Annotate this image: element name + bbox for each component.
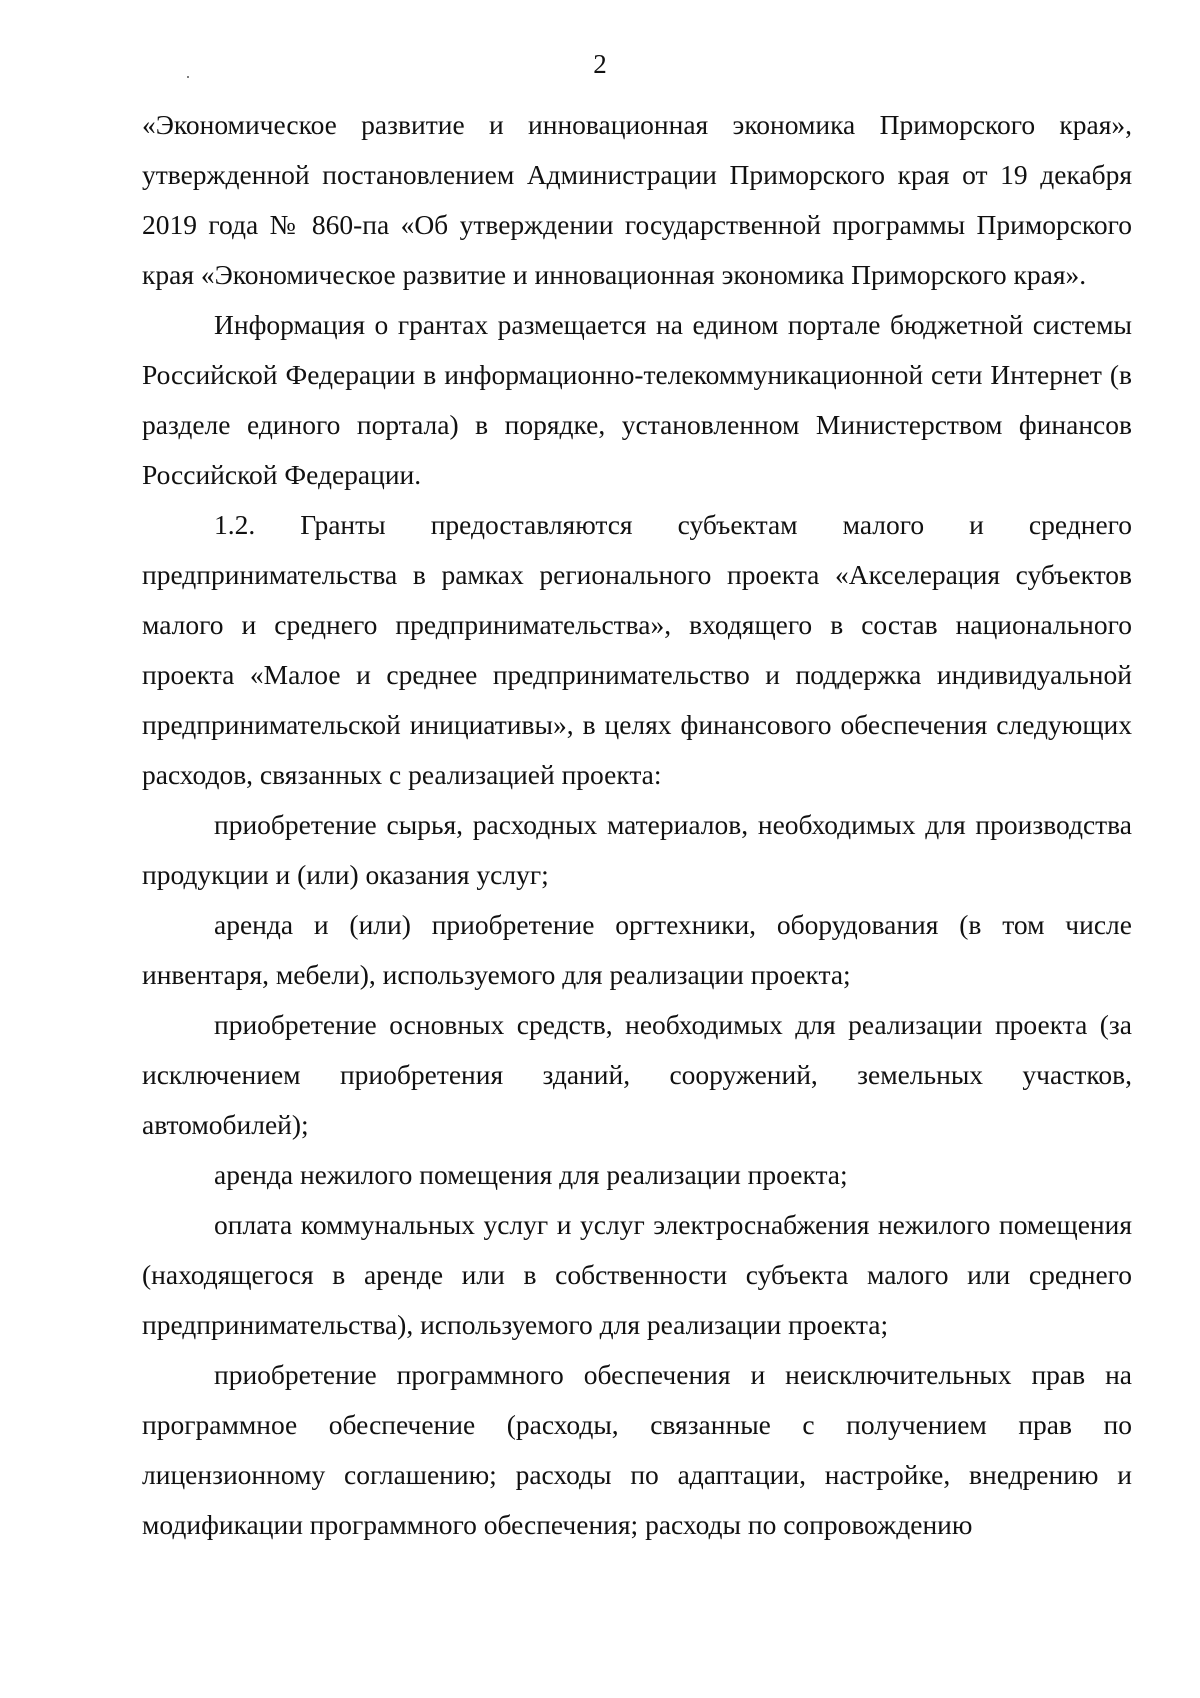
scan-artifact-dot <box>187 76 189 78</box>
paragraph-program-title: «Экономическое развитие и инновационная экономика Приморского края», утвержденной постановлением Администрации Приморского края от 19 декабря 2019 года № 860-па «Об утверждении государственной программы Приморского края «Экономическое развитие и инновационная экономика Приморского края». <box>142 109 1132 290</box>
paragraph-expense-raw-materials: приобретение сырья, расходных материалов, необходимых для производства продукции и (или) оказания услуг; <box>142 809 1132 890</box>
paragraph-expense-software: приобретение программного обеспечения и неисключительных прав на программное обеспечение (расходы, связанные с получением прав по лицензионному соглашению; расходы по адаптации, настройке, внедрению и модификации программного обеспечения; расходы по сопровождению <box>142 1359 1132 1540</box>
paragraph-expense-premises-rent: аренда нежилого помещения для реализации проекта; <box>214 1159 848 1190</box>
paragraph-expense-fixed-assets: приобретение основных средств, необходимых для реализации проекта (за исключением приобретения зданий, сооружений, земельных участков, автомобилей); <box>142 1009 1132 1140</box>
page-number: 2 <box>593 49 607 79</box>
document-body <box>142 100 1132 1550</box>
paragraph-grant-info: Информация о грантах размещается на едином портале бюджетной системы Российской Федерации в информационно-телекоммуникационной сети Интернет (в разделе единого портала) в порядке, установленном Министерством финансов Российской Федерации. <box>142 309 1132 490</box>
paragraph-expense-utilities: оплата коммунальных услуг и услуг электроснабжения нежилого помещения (находящегося в аренде или в собственности субъекта малого или среднего предпринимательства), используемого для реализации проекта; <box>142 1209 1132 1340</box>
paragraph-section-1-2: 1.2. Гранты предоставляются субъектам малого и среднего предпринимательства в рамках регионального проекта «Акселерация субъектов малого и среднего предпринимательства», входящего в состав национального проекта «Малое и среднее предпринимательство и поддержка индивидуальной предпринимательской инициативы», в целях финансового обеспечения следующих расходов, связанных с реализацией проекта: <box>142 509 1132 790</box>
paragraph-expense-office-equipment: аренда и (или) приобретение оргтехники, оборудования (в том числе инвентаря, мебели), используемого для реализации проекта; <box>142 909 1132 990</box>
